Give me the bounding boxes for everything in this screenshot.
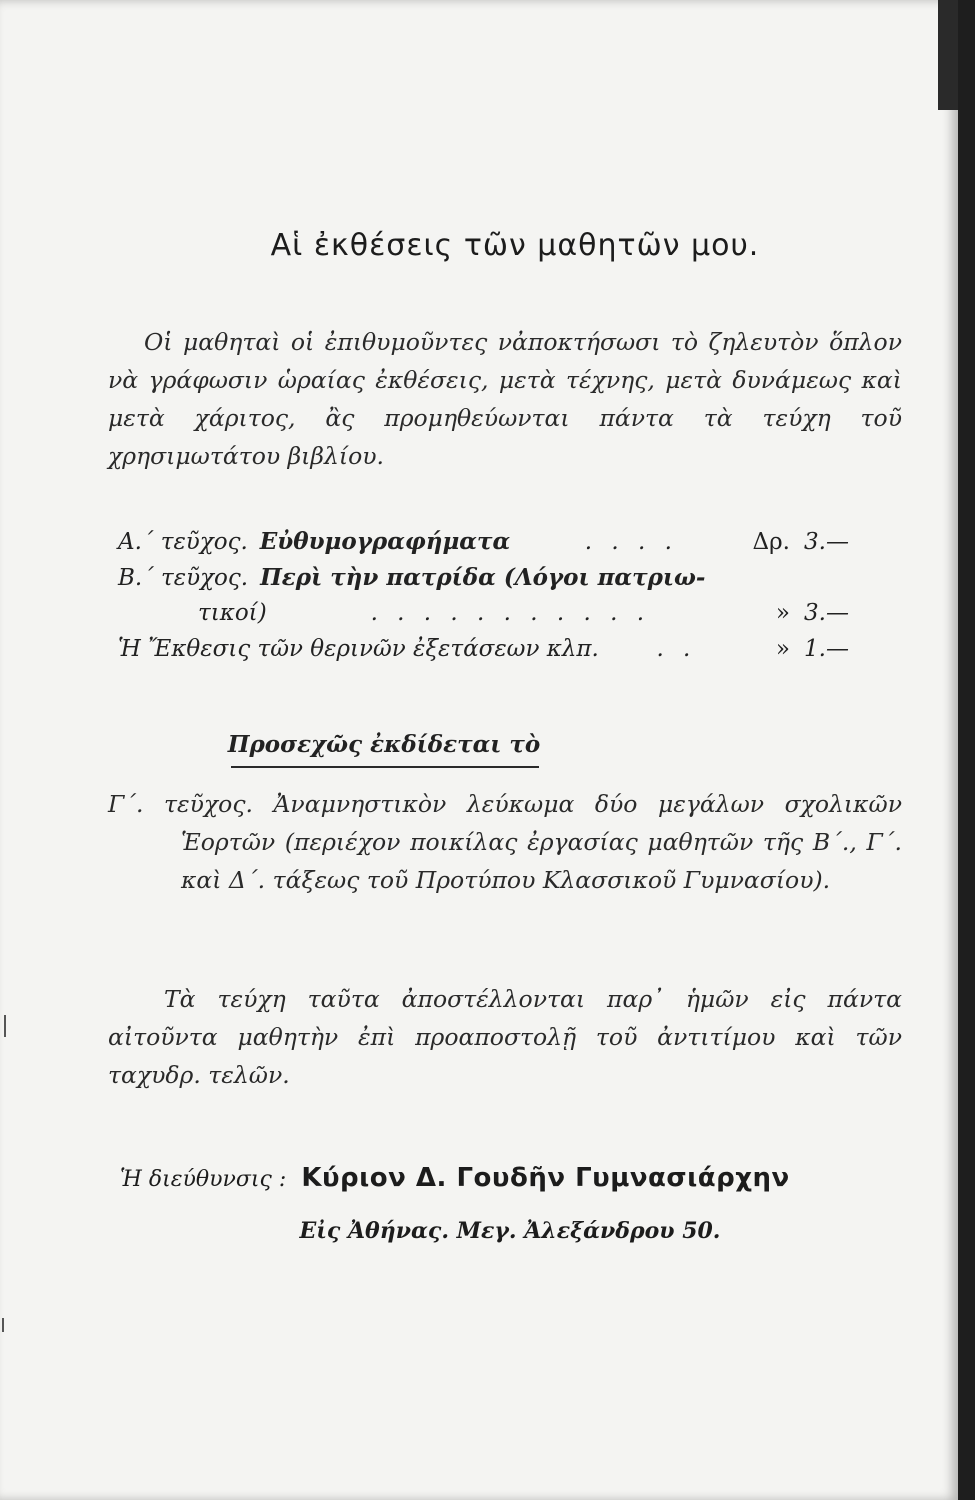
forthcoming-text: Γ΄. τεῦχος. Ἀναμνηστικὸν λεύκωμα δύο μεγάλων σχολικῶν Ἑορτῶν (περιέχον ποικίλας ἐργασίας μαθητῶν τῆς Β΄., Γ΄. καὶ Δ΄. τάξεως τοῦ Προτύπου Κλασσικοῦ Γυμνασίου). bbox=[108, 790, 902, 894]
volume-price: 3.— bbox=[804, 600, 849, 626]
volume-title-continuation: τικοί) bbox=[198, 600, 267, 626]
volume-price: 1.— bbox=[804, 636, 849, 662]
address-line-1 bbox=[120, 1163, 910, 1193]
address-label: Ἡ διεύθυνσις : bbox=[120, 1167, 287, 1192]
volume-label: Ἡ Ἔκθεσις τῶν θερινῶν ἐξετάσεων κλπ. bbox=[118, 636, 599, 662]
currency-mark: Δρ. bbox=[752, 529, 790, 555]
volume-label: Β.΄ τεῦχος. bbox=[118, 565, 249, 591]
scan-artifact bbox=[4, 1015, 6, 1037]
currency-mark: » bbox=[775, 636, 790, 662]
forthcoming-heading: Προσεχῶς ἐκδίδεται τὸ bbox=[227, 731, 541, 758]
heading-underline bbox=[231, 766, 539, 768]
volume-row-a bbox=[118, 528, 900, 564]
volume-title: Περὶ τὴν πατρίδα (Λόγοι πατριω- bbox=[260, 564, 706, 591]
leader-dots: . . bbox=[656, 636, 697, 662]
volume-row-exam bbox=[118, 636, 900, 672]
address-line-2: Εἰς Ἀθήνας. Μεγ. Ἀλεξάνδρου 50. bbox=[299, 1218, 721, 1244]
volume-price: 3.— bbox=[804, 529, 849, 555]
volume-row-b bbox=[118, 564, 900, 600]
leader-dots: . . . . . . . . . . . bbox=[370, 600, 651, 626]
address-name: Κύριον Δ. Γουδῆν Γυμνασιάρχην bbox=[301, 1163, 790, 1193]
volume-title: Εὐθυμογραφήματα bbox=[259, 528, 511, 555]
leader-dots: . . . . bbox=[584, 529, 678, 555]
volume-row-b-continued bbox=[118, 600, 900, 636]
volume-price-list bbox=[118, 528, 900, 672]
forthcoming-paragraph bbox=[108, 785, 902, 899]
volume-label: Α.΄ τεῦχος. bbox=[118, 529, 248, 555]
intro-paragraph: Οἱ μαθηταὶ οἱ ἐπιθυμοῦντες νἀποκτήσωσι τὸ ζηλευτὸν ὅπλον νὰ γράφωσιν ὡραίας ἐκθέσεις, μετὰ τέχνης, μετὰ δυνάμεως καὶ μετὰ χάριτος, ἂς προμηθεύωνται πάντα τὰ τεύχη τοῦ χρησιμωτάτου βιβλίου. bbox=[108, 328, 902, 470]
scan-border bbox=[958, 0, 975, 1500]
ordering-paragraph: Τὰ τεύχη ταῦτα ἀποστέλλονται παρ᾽ ἡμῶν εἰς πάντα αἰτοῦντα μαθητὴν ἐπὶ προαποστολῇ τοῦ ἀντιτίμου καὶ τῶν ταχυδρ. τελῶν. bbox=[108, 985, 902, 1089]
currency-mark: » bbox=[775, 600, 790, 626]
page-title: Αἱ ἐκθέσεις τῶν μαθητῶν μου. bbox=[270, 228, 760, 263]
scan-artifact bbox=[2, 1318, 4, 1332]
